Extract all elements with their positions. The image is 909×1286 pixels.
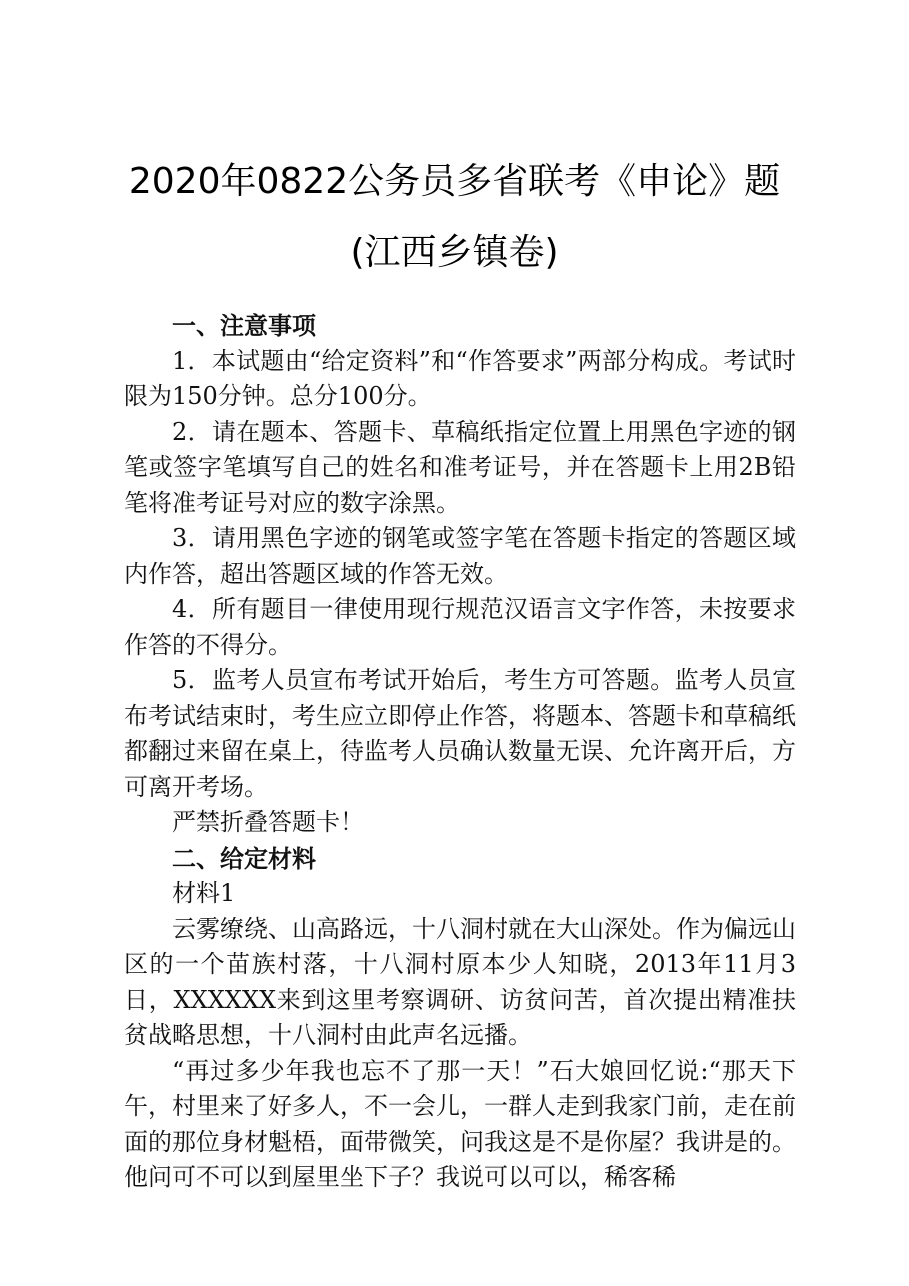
paragraph: 4．所有题目一律使用现行规范汉语言文字作答，未按要求作答的不得分。 — [124, 595, 796, 659]
section-heading: 二、给定材料 — [172, 843, 316, 873]
paragraph: 2．请在题本、答题卡、草稿纸指定位置上用黑色字迹的钢笔或签字笔填写自己的姓名和准考证号，并在答题卡上用2B铅笔将准考证号对应的数字涂黑。 — [124, 417, 796, 517]
document-body — [124, 308, 796, 1196]
document-title: 2020年0822公务员多省联考《申论》题 — [128, 161, 781, 202]
document-subtitle: (江西乡镇卷) — [350, 232, 559, 273]
paragraph: 严禁折叠答题卡！ — [172, 808, 364, 836]
section-heading: 一、注意事项 — [172, 311, 316, 340]
paragraph: 5．监考人员宣布考试开始后，考生方可答题。监考人员宣布考试结束时，考生应立即停止作答，将题本、答题卡和草稿纸都翻过来留在桌上，待监考人员确认数量无误、允许离开后，方可离开考场。 — [124, 666, 796, 801]
paragraph: 材料1 — [172, 879, 236, 907]
paragraph: 1．本试题由“给定资料”和“作答要求”两部分构成。考试时限为150分钟。总分100分。 — [124, 346, 796, 410]
paragraph: 云雾缭绕、山高路远，十八洞村就在大山深处。作为偏远山区的一个苗族村落，十八洞村原本少人知晓，2013年11月3日，XXXXXX来到这里考察调研、访贫问苦，首次提出精准扶贫战略思想，十八洞村由此声名远播。 — [124, 914, 796, 1049]
paragraph: 3．请用黑色字迹的钢笔或签字笔在答题卡指定的答题区域内作答，超出答题区域的作答无效。 — [124, 524, 796, 588]
paragraph: “再过多少年我也忘不了那一天！”石大娘回忆说:“那天下午，村里来了好多人，不一会儿，一群人走到我家门前，走在前面的那位身材魁梧，面带微笑，问我这是不是你屋？我讲是的。他问可不可以到屋里坐下子？我说可以可以，稀客稀 — [124, 1056, 796, 1191]
